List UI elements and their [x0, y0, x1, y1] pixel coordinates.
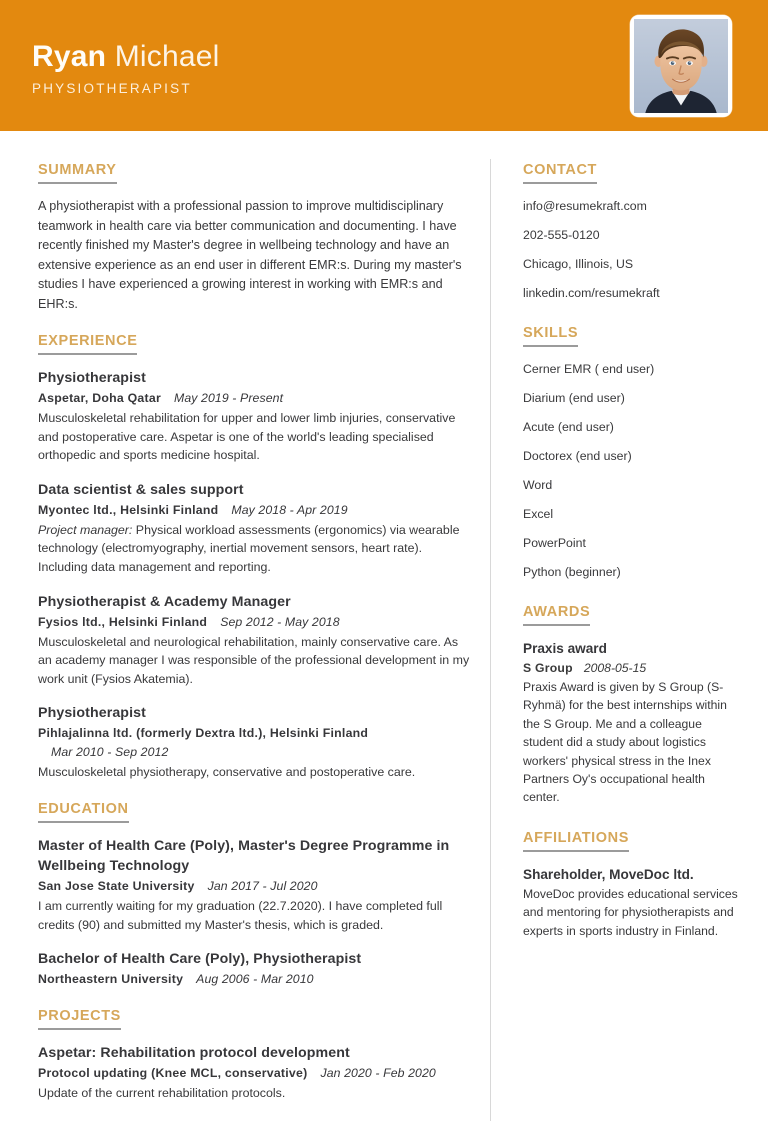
experience-entry — [38, 368, 472, 465]
first-name: Ryan — [32, 40, 107, 73]
affiliation-entry — [523, 865, 738, 940]
entry-dates: Mar 2010 - Sep 2012 — [51, 745, 169, 760]
contact-email[interactable]: info@resumekraft.com — [523, 199, 647, 213]
entry-meta — [38, 1064, 472, 1083]
section-education — [38, 800, 472, 989]
entry-title: Physiotherapist — [38, 705, 146, 722]
entry-meta — [38, 389, 472, 408]
experience-entry — [38, 480, 472, 577]
section-affiliations — [523, 829, 738, 940]
last-name: Michael — [114, 40, 220, 73]
contact-location: Chicago, Illinois, US — [523, 257, 634, 271]
entry-title: Physiotherapist & Academy Manager — [38, 593, 291, 610]
entry-dates: Sep 2012 - May 2018 — [220, 614, 340, 629]
resume-body — [0, 131, 768, 1121]
skills-heading: SKILLS — [523, 325, 578, 347]
entry-meta — [38, 724, 472, 762]
entry-role-label: Project manager: — [38, 522, 133, 537]
contact-heading: CONTACT — [523, 162, 597, 184]
entry-organization: Pihlajalinna ltd. (formerly Dextra ltd.), Helsinki Finland — [38, 726, 369, 741]
entry-title: Master of Health Care (Poly), Master's Degree Programme in Wellbeing Technology — [38, 837, 450, 874]
skill-item: Doctorex (end user) — [523, 449, 632, 463]
experience-entry — [38, 703, 472, 782]
section-experience — [38, 332, 472, 782]
entry-organization: San Jose State University — [38, 878, 195, 893]
section-contact — [523, 161, 738, 302]
education-heading: EDUCATION — [38, 801, 129, 823]
skill-item: Python (beginner) — [523, 565, 621, 579]
entry-description: I am currently waiting for my graduation (22.7.2020). I have completed full credits (90) and submitted my Master's thesis, which is graded. — [38, 898, 443, 932]
entry-dates: May 2018 - Apr 2019 — [231, 502, 348, 517]
entry-organization: Northeastern University — [38, 972, 184, 987]
entry-description: Musculoskeletal rehabilitation for upper and lower limb injuries, conservative and postoperative care. Aspetar is one of the world's leading specialised orthopedic and sports medicine hospital. — [38, 411, 456, 463]
entry-dates: May 2019 - Present — [173, 391, 284, 405]
experience-heading: EXPERIENCE — [38, 333, 137, 355]
avatar-frame — [630, 15, 732, 117]
skill-item: Acute (end user) — [523, 420, 614, 434]
page-title — [32, 39, 220, 75]
entry-meta — [523, 659, 738, 677]
section-projects — [38, 1007, 472, 1103]
side-column — [491, 161, 738, 962]
entry-title: Aspetar: Rehabilitation protocol development — [38, 1045, 350, 1062]
section-skills — [523, 324, 738, 581]
entry-organization: S Group — [523, 661, 573, 675]
entry-description: MoveDoc provides educational services and mentoring for physiotherapists and experts in sports industry in Finland. — [523, 886, 738, 938]
entry-title: Data scientist & sales support — [38, 481, 244, 498]
entry-meta — [38, 877, 472, 896]
entry-description: Musculoskeletal and neurological rehabilitation, mainly conservative care. As an academy manager I was responsible of the professional development in my work unit (Fysios Akatemia). — [38, 634, 470, 686]
education-entry — [38, 836, 472, 934]
entry-organization: Aspetar, Doha Qatar — [38, 391, 161, 405]
name-block — [32, 35, 220, 96]
entry-description — [38, 521, 472, 577]
awards-heading: AWARDS — [523, 604, 590, 626]
entry-description: Praxis Award is given by S Group (S-Ryhmä) for the best internships within the S Group. Me and a colleague student did a study about logistics workers' physical stress in the Inex Partners Oy's occupational health center. — [523, 680, 727, 805]
entry-description: Musculoskeletal physiotherapy, conservative and postoperative care. — [38, 765, 416, 780]
section-summary — [38, 161, 472, 314]
entry-meta — [38, 970, 472, 989]
resume-header — [0, 0, 768, 131]
main-column — [38, 161, 490, 1121]
entry-description-text: Physical workload assessments (ergonomics) via wearable technology (electromyography, inertial movement sensors, heart rate). Including data management and reporting. — [38, 522, 460, 574]
contact-phone[interactable]: 202-555-0120 — [523, 228, 600, 242]
entry-dates: Aug 2006 - Mar 2010 — [196, 972, 314, 987]
portrait-icon — [634, 19, 728, 113]
entry-dates: Jan 2020 - Feb 2020 — [320, 1066, 436, 1081]
contact-linkedin[interactable]: linkedin.com/resumekraft — [523, 286, 660, 300]
entry-title: Praxis award — [523, 641, 607, 656]
skill-item: Diarium (end user) — [523, 391, 625, 405]
award-entry — [523, 639, 738, 807]
entry-title: Shareholder, MoveDoc ltd. — [523, 866, 694, 882]
skill-item: Cerner EMR ( end user) — [523, 362, 655, 376]
experience-entry — [38, 592, 472, 689]
skill-item: PowerPoint — [523, 536, 586, 550]
job-title: PHYSIOTHERAPIST — [32, 81, 192, 96]
entry-meta — [38, 613, 472, 632]
entry-organization: Myontec ltd., Helsinki Finland — [38, 502, 219, 517]
entry-title: Bachelor of Health Care (Poly), Physiotherapist — [38, 951, 362, 968]
avatar — [634, 19, 728, 113]
skill-item: Excel — [523, 507, 554, 521]
section-awards — [523, 603, 738, 807]
entry-description: Update of the current rehabilitation protocols. — [38, 1086, 286, 1101]
entry-dates: 2008-05-15 — [583, 661, 647, 675]
summary-text: A physiotherapist with a professional passion to improve multidisciplinary teamwork in health care via better communication and documenting. I have recently finished my Master's degree in wellbeing technology and have an extensive experience as an end user in different EMR:s. During my master's studies I have experienced a growing interest in working with EMR:s and EHR:s. — [38, 199, 462, 311]
entry-dates: Jan 2017 - Jul 2020 — [207, 878, 318, 893]
skill-item: Word — [523, 478, 553, 492]
project-entry — [38, 1043, 472, 1103]
entry-organization: Protocol updating (Knee MCL, conservative) — [38, 1066, 308, 1081]
education-entry — [38, 949, 472, 989]
entry-organization: Fysios ltd., Helsinki Finland — [38, 614, 208, 629]
entry-title: Physiotherapist — [38, 370, 146, 386]
projects-heading: PROJECTS — [38, 1008, 121, 1030]
summary-heading: SUMMARY — [38, 162, 117, 184]
entry-meta — [38, 501, 472, 520]
affiliations-heading: AFFILIATIONS — [523, 830, 629, 852]
